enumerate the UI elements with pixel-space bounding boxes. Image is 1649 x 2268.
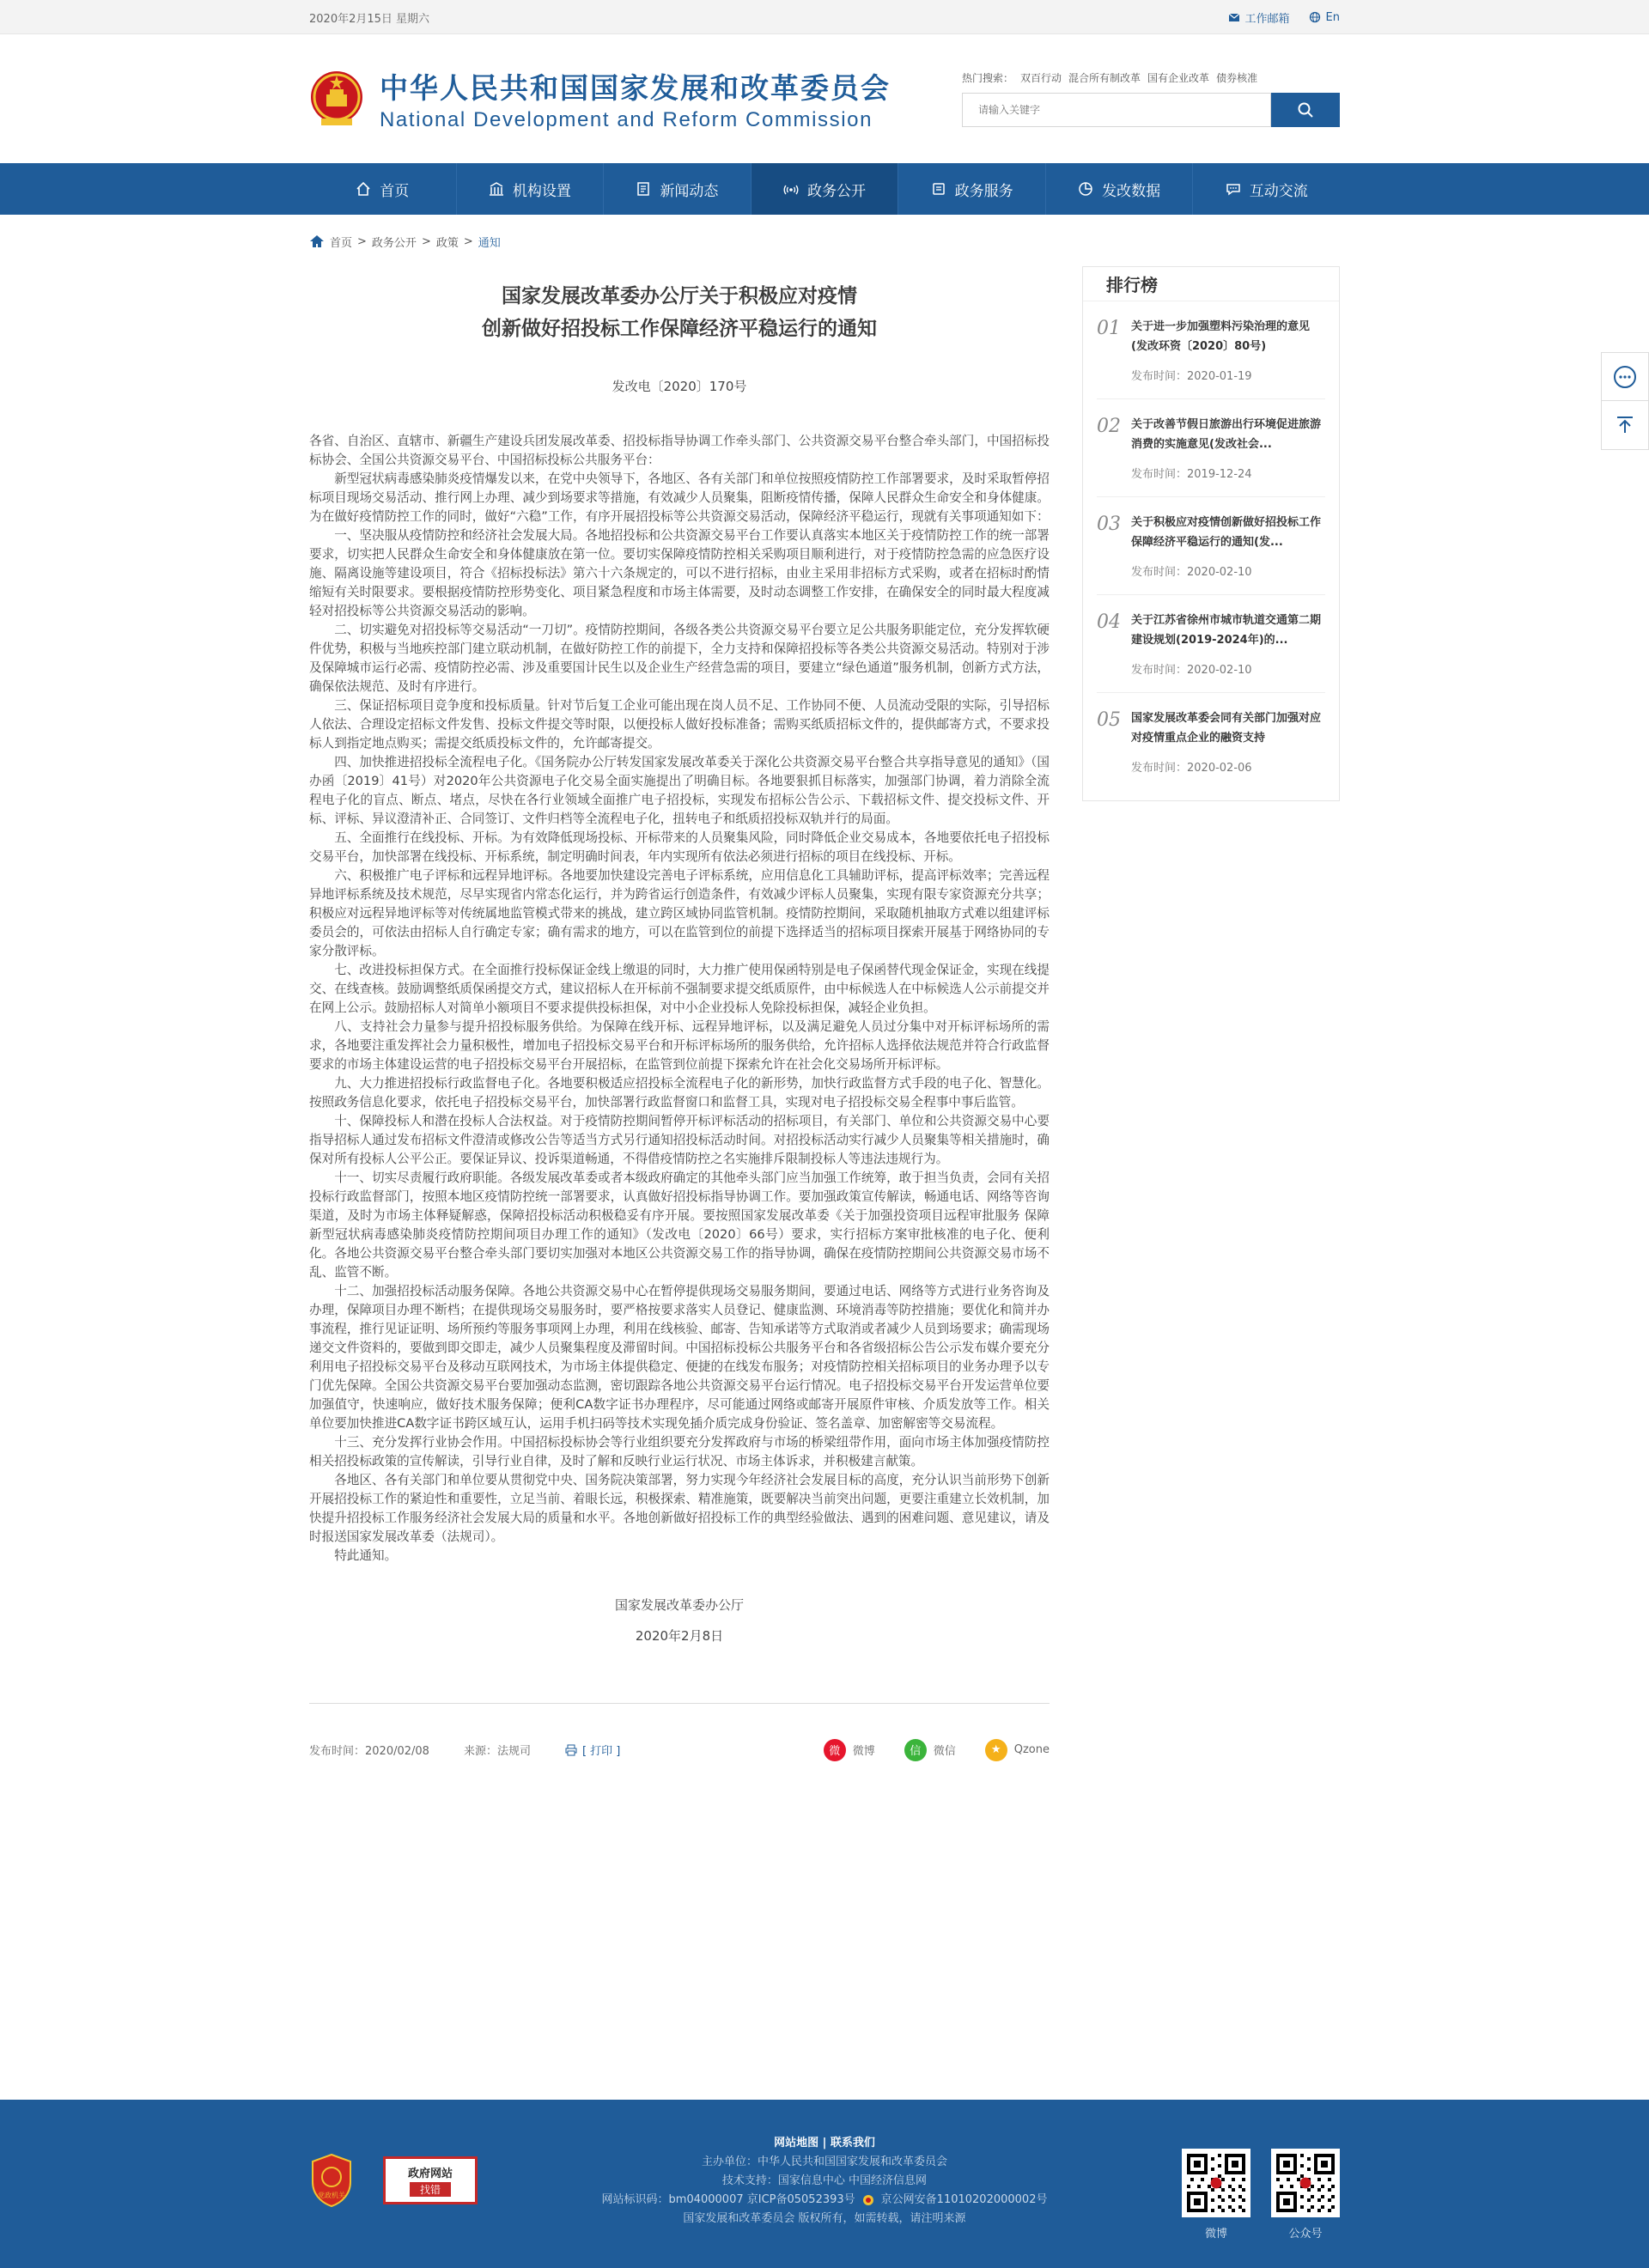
globe-icon [1309,11,1321,23]
nav-organization[interactable] [457,163,605,215]
article-paragraph: 十二、加强招投标活动服务保障。各地公共资源交易中心在暂停提供现场交易服务期间，要通过电话、网络等方式进行业务咨询及办理，保障项目办理不断档；在提供现场交易服务时，要严格按要求落实人员登记、健康监测、环境消毒等防控措施；要优化和简并办事流程，推行见证证明、场所预约等服务事项网上办理，利用在线核验、邮寄、告知承诺等方式取消或者减少人员到场要求；确需现场递交文件资料的，要做到即交即走，减少人员聚集程度及滞留时间。中国招标投标公共服务平台和各省级招标公告公示发布媒介要充分利用电子招投标交易平台及移动互联网技术，为市场主体提供稳定、便捷的在线发布服务；对疫情防控相关招标项目的业务办理予以专门优先保障。全国公共资源交易平台要加强动态监测，密切跟踪各地公共资源交易平台运行情况。电子招投标交易平台开发运营单位要加强值守，快速响应，做好技术服务保障；便利CA数字证书办理程序，尽可能通过网络或邮寄开展原件审核、介质发放等工作。相关单位要加快推进CA数字证书跨区域互认，运用手机扫码等技术实现免插介质完成身份验证、签名盖章、加密解密等交易流程。 [309,1284,1050,1431]
ranking-item[interactable] [1097,497,1325,595]
nav-services[interactable] [898,163,1046,215]
print-button[interactable] [565,1742,620,1758]
hot-search-item[interactable]: 债券核准 [1216,72,1258,84]
ranking-number: 02 [1097,416,1121,437]
nav-home[interactable] [309,163,457,215]
article-title [309,280,1050,345]
breadcrumb-current[interactable]: 通知 [478,236,501,250]
hot-search-item[interactable]: 国有企业改革 [1147,72,1210,84]
broadcast-icon [783,181,799,197]
party-gov-badge[interactable] [309,2153,354,2208]
nav-label: 发改数据 [1102,182,1161,200]
floating-tools [1601,352,1649,450]
ranking-number: 05 [1097,709,1121,731]
breadcrumb-separator: > [357,234,367,248]
find-error-title: 政府网站 [407,2168,453,2180]
print-label: [ 打印 ] [581,1745,621,1758]
article-paragraph: 七、改进投标担保方式。在全面推行投标保证金线上缴退的同时，大力推广使用保函特别是电子保函替代现金保证金，实现在线提交、在线查核。鼓励调整纸质保函提交方式，建议招标人在开标前不强制要求提交纸质原件，由中标候选人在中标候选人公示前提交并在网上公示。鼓励招标人对简单小额项目不要求提供投标担保，对中小企业投标人免除投标担保，减轻企业负担。 [309,963,1050,1015]
article-meta [309,1703,1050,1772]
search-icon [1297,101,1314,119]
ranking-number: 04 [1097,611,1121,633]
ranking-item[interactable] [1097,693,1325,790]
share-label: Qzone [1013,1743,1050,1756]
source: 来源：法规司 [463,1745,531,1758]
ranking-item-date: 发布时间：2020-01-19 [1131,370,1252,383]
signer: 国家发展改革委办公厅 [614,1597,744,1613]
sidebar [1082,266,1340,1772]
news-icon [636,181,651,197]
hot-search-label: 热门搜索： [962,72,1014,84]
search-button[interactable] [1271,93,1340,127]
article-paragraph: 三、保证招标项目竞争度和投标质量。针对节后复工企业可能出现在岗人员不足、工作协同不便、人员流动受限的实际，引导招标人依法、合理设定招标文件发售、投标文件提交等时限，以便投标人做好投标准备；需购买纸质招标文件的，提供邮寄方式，不要求投标人到指定地点购买；需提交纸质投标文件的，允许邮寄提交。 [309,698,1050,751]
site-title-en: National Development and Reform Commission [380,107,873,131]
qr-official-account [1271,2149,1340,2241]
article-paragraph: 新型冠状病毒感染肺炎疫情爆发以来，在党中央领导下，各地区、各有关部门和单位按照疫情防控工作部署要求，及时采取暂停招标项目现场交易活动、推行网上办理、减少到场要求等措施，有效减少人员聚集，阻断疫情传播，保障人民群众生命安全和身体健康。为在做好疫情防控工作的同时，做好“六稳”工作，有序开展招投标等公共资源交易活动，保障经济平稳运行，现就有关事项通知如下： [309,471,1050,524]
article-title-line: 创新做好招投标工作保障经济平稳运行的通知 [482,318,877,340]
article-paragraph: 六、积极推广电子评标和远程异地评标。各地要加快建设完善电子评标系统，应用信息化工具辅助评标，提高评标效率；完善远程异地评标系统及技术规范，尽早实现省内常态化运行，并为跨省运行创造条件，有效减少评标人员聚集，实现有限专家资源充分共享；积极应对远程异地评标等对传统属地监管模式带来的挑战，建立跨区域协同监管机制。疫情防控期间，采取随机抽取方式难以组建评标委员会的，可依法由招标人自行确定专家；确有需求的地方，可以在监管到位的前提下选择适当的招标项目探索开展基于网络协同的专家分散评标。 [309,868,1050,958]
nav-label: 政务服务 [954,182,1013,200]
ranking-item-title[interactable]: 关于江苏省徐州市城市轨道交通第二期建设规划(2019-2024年)的... [1131,614,1322,647]
feedback-button[interactable] [1602,353,1648,401]
chart-icon [1078,181,1093,197]
qr-label: 公众号 [1288,2228,1323,2241]
footer-links[interactable]: 网站地图 | 联系我们 [774,2137,875,2149]
site-footer [0,2100,1649,2268]
current-date: 2020年2月15日 星期六 [309,12,430,26]
ranking-item-title[interactable]: 关于积极应对疫情创新做好招投标工作保障经济平稳运行的通知(发... [1131,516,1322,549]
site-header [0,34,1649,163]
breadcrumb-separator: > [421,234,431,248]
printer-icon [565,1744,577,1756]
service-icon [931,181,946,197]
main-nav [0,163,1649,215]
work-mail-label: 工作邮箱 [1244,12,1290,26]
footer-registration [567,2191,1082,2210]
building-icon [489,181,504,197]
police-badge-icon [862,2194,874,2206]
search-area [962,70,1340,127]
site-brand[interactable] [309,66,891,132]
top-links [1228,9,1340,26]
share-label: 微信 [933,1745,956,1758]
article-paragraph: 特此通知。 [334,1548,398,1563]
share-wechat[interactable] [904,1739,956,1761]
article-paragraph: 一、坚决服从疫情防控和经济社会发展大局。各地招投标和公共资源交易平台工作要认真落实本地区关于疫情防控工作的统一部署要求，切实把人民群众生命安全和身体健康放在第一位。要切实保障疫情防控相关采购项目顺利进行，对于疫情防控急需的应急医疗设施、隔离设施等建设项目，符合《招标投标法》第六十六条规定的，可以不进行招标，由业主采用非招标方式采购，或者在招标时酌情缩短有关时限要求。要根据疫情防控形势变化、项目紧急程度和市场主体需要，及时动态调整工作安排，在确保安全的同时最大程度减轻对招投标等公共资源交易活动的影响。 [309,528,1050,618]
find-error-sub: 找错 [410,2182,451,2197]
document-number: 发改电〔2020〕170号 [612,379,747,394]
back-to-top-button[interactable] [1602,401,1648,449]
ranking-item-date: 发布时间：2020-02-10 [1131,664,1252,677]
qr-code-icon [1187,2154,1245,2212]
nav-gov-affairs[interactable] [751,163,899,215]
article-paragraph: 各地区、各有关部门和单位要从贯彻党中央、国务院决策部署，努力实现今年经济社会发展目标的高度，充分认识当前形势下创新开展招投标工作的紧迫性和重要性，立足当前、着眼长远，积极探索、精准施策，既要解决当前突出问题，更要注重建立长效机制，加快提升招投标工作服务经济社会发展大局的质量和水平。各地创新做好招投标工作的典型经验做法、遇到的困难问题、意见建议，请及时报送国家发展改革委（法规司）。 [309,1473,1050,1544]
article-paragraph: 九、大力推进招投标行政监督电子化。各地要积极适应招投标全流程电子化的新形势，加快行政监督方式手段的电子化、智慧化。按照政务信息化要求，依托电子招投标交易平台，加快部署行政监督窗口和监督工具，实现对电子招投标交易全程事中事后监管。 [309,1076,1050,1110]
footer-police[interactable]: 京公网安备11010202000002号 [880,2193,1048,2206]
share-weibo[interactable] [824,1739,875,1761]
breadcrumb-policy[interactable]: 政策 [435,236,459,250]
sign-date: 2020年2月8日 [635,1628,724,1644]
arrow-up-icon [1614,414,1636,436]
home-icon [309,234,325,248]
english-link[interactable] [1309,11,1340,24]
qr-code-icon [1276,2154,1335,2212]
english-label: En [1325,10,1340,24]
article-title-line: 国家发展改革委办公厅关于积极应对疫情 [502,285,857,307]
home-icon [356,181,371,197]
footer-icp[interactable]: 网站标识码：bm04000007 京ICP备05052393号 [601,2193,855,2206]
footer-logos [309,2153,478,2208]
mail-icon [1228,11,1240,23]
search-box [962,93,1340,127]
signature-block [309,1590,1050,1651]
article-paragraph: 二、切实避免对招投标等交易活动“一刀切”。疫情防控期间，各级各类公共资源交易平台要立足公共服务职能定位，充分发挥软硬件优势，积极与当地疾控部门建立联动机制，在做好防控工作的前提下，全力支持和保障招投标等各类公共资源交易活动。特别对于涉及保障城市运行必需、疫情防控必需、涉及重要国计民生以及企业生产经营急需的项目，要建立“绿色通道”服务机制，创新方式方法，确保依法规范、及时有序进行。 [309,623,1050,694]
ranking-item[interactable] [1097,595,1325,693]
ranking-item[interactable] [1097,399,1325,497]
footer-host: 主办单位：中华人民共和国国家发展和改革委员会 [701,2156,947,2168]
article-paragraph: 十三、充分发挥行业协会作用。中国招标投标协会等行业组织要充分发挥政府与市场的桥梁纽带作用，面向市场主体加强疫情防控相关招投标政策的宣传解读，引导行业自律，及时了解和反映行业运行状况、市场主体诉求，并积极建言献策。 [309,1435,1050,1468]
ranking-number: 03 [1097,514,1121,535]
footer-qrcodes [1182,2149,1340,2241]
footer-copyright: 国家发展和改革委员会 版权所有，如需转载，请注明来源 [683,2212,966,2225]
hot-searches [962,70,1340,85]
article-body [309,432,1050,1566]
nav-news[interactable] [604,163,751,215]
nav-data[interactable] [1046,163,1194,215]
site-title-cn: 中华人民共和国国家发展和改革委员会 [380,70,891,105]
nav-label: 首页 [380,182,410,200]
ranking-item-date: 发布时间：2020-02-10 [1131,566,1252,579]
article-paragraph: 五、全面推行在线投标、开标。为有效降低现场投标、开标带来的人员聚集风险，同时降低企业交易成本，各地要依托电子招投标交易平台，加快部署在线投标、开标系统，制定明确时间表，年内实现所有依法必须进行招标的项目在线投标、开标。 [309,830,1050,864]
nav-label: 新闻动态 [660,182,719,200]
publish-date: 发布时间：2020/02/08 [309,1745,429,1758]
article-paragraph: 十一、切实尽责履行政府职能。各级发展改革委或者本级政府确定的其他牵头部门应当加强工作统筹，敢于担当负责，会同有关招投标行政监督部门，按照本地区疫情防控统一部署要求，认真做好招投标指导协调工作。要加强政策宣传解读，畅通电话、网络等咨询渠道，及时为市场主体释疑解惑，保障招投标活动积极稳妥有序开展。要按照国家发展改革委《关于加强投资项目远程审批服务 保障新型冠状病毒感染肺炎疫情防控期间项目办理工作的通知》（发改电〔2020〕66号）要求，实行招标方案审批核准的电子化、便利化。各地公共资源交易平台整合牵头部门要切实加强对本地区公共资源交易工作的指导协调，确保在疫情防控期间公共资源交易市场不乱、监管不断。 [309,1170,1050,1280]
breadcrumb [309,215,1050,268]
hot-search-item[interactable]: 混合所有制改革 [1068,72,1141,84]
weibo-icon: 微 [824,1739,846,1761]
ranking-title: 排行榜 [1083,267,1339,301]
article-paragraph: 十、保障投标人和潜在投标人合法权益。对于疫情防控期间暂停开标评标活动的招标项目，有关部门、单位和公共资源交易中心要指导招标人通过发布招标文件澄清或修改公告等适当方式另行通知招投标活动时间。对招投标活动实行减少人员聚集等相关措施时，确保对所有投标人公平公正。要保证异议、投诉渠道畅通，不得借疫情防控之名实施排斥限制投标人等违法违规行为。 [309,1114,1050,1166]
breadcrumb-separator: > [463,234,473,248]
top-bar [0,0,1649,34]
share-bar [824,1739,1050,1761]
share-label: 微博 [852,1745,875,1758]
main-area [0,215,1649,1772]
find-error-badge[interactable] [383,2156,478,2204]
article-paragraph: 八、支持社会力量参与提升招投标服务供给。为保障在线开标、远程异地评标，以及满足避免人员过分集中对开标评标场所的需求，各地要注重发挥社会力量积极性，增加电子招投标交易平台和开标评标场所的服务供给，允许招标人选择依法规范并符合行政监督要求的市场主体建设运营的电子招投标交易平台开展招标，在监管到位前提下探索允许在社会化交易场所开标评标。 [309,1019,1050,1072]
ranking-number: 01 [1097,318,1121,339]
qzone-icon: ★ [985,1739,1007,1761]
qr-label: 微博 [1204,2228,1227,2241]
ranking-panel [1082,266,1340,801]
wechat-icon: 信 [904,1739,927,1761]
ranking-item-date: 发布时间：2019-12-24 [1131,468,1252,481]
breadcrumb-home[interactable]: 首页 [330,236,353,250]
article-column [309,215,1050,1772]
breadcrumb-gov-affairs[interactable]: 政务公开 [371,236,417,250]
nav-label: 互动交流 [1249,182,1308,200]
chat-icon [1226,181,1241,197]
nav-label: 机构设置 [512,182,571,200]
national-emblem-icon [309,69,364,129]
share-qzone[interactable] [985,1739,1050,1761]
nav-label: 政务公开 [807,182,867,200]
footer-support: 技术支持：国家信息中心 中国经济信息网 [721,2174,928,2187]
message-icon [1612,364,1638,390]
nav-interaction[interactable] [1193,163,1340,215]
ranking-item-date: 发布时间：2020-02-06 [1131,762,1252,775]
ranking-item-title[interactable]: 关于改善节假日旅游出行环境促进旅游消费的实施意见(发改社会... [1131,418,1322,451]
work-mail-link[interactable] [1228,9,1290,26]
ranking-item-title[interactable]: 国家发展改革委会同有关部门加强对应对疫情重点企业的融资支持 [1131,712,1322,745]
ranking-item[interactable] [1097,301,1325,399]
ranking-item-title[interactable]: 关于进一步加强塑料污染治理的意见(发改环资〔2020〕80号) [1131,320,1311,353]
footer-info [567,2134,1082,2228]
party-badge-text: 党政机关 [318,2192,345,2199]
hot-search-item[interactable]: 双百行动 [1020,72,1062,84]
article-paragraph: 各省、自治区、直辖市、新疆生产建设兵团发展改革委、招投标指导协调工作牵头部门、公共资源交易平台整合牵头部门，中国招标投标协会、全国公共资源交易平台、中国招标投标公共服务平台： [309,434,1050,467]
qr-weibo [1182,2149,1250,2241]
article-paragraph: 四、加快推进招投标全流程电子化。《国务院办公厅转发国家发展改革委关于深化公共资源交易平台整合共享指导意见的通知》（国办函〔2019〕41号）对2020年公共资源电子化交易全面实施提出了明确目标。各地要狠抓目标落实，加强部门协调，着力消除全流程电子化的盲点、断点、堵点，尽快在各行业领域全面推广电子招投标，实现发布招标公告公示、下载招标文件、提交投标文件、开标、评标、异议澄清补正、合同签订、文件归档等全流程电子化，扭转电子和纸质招投标双轨并行的局面。 [309,755,1050,826]
search-input[interactable] [962,93,1271,127]
